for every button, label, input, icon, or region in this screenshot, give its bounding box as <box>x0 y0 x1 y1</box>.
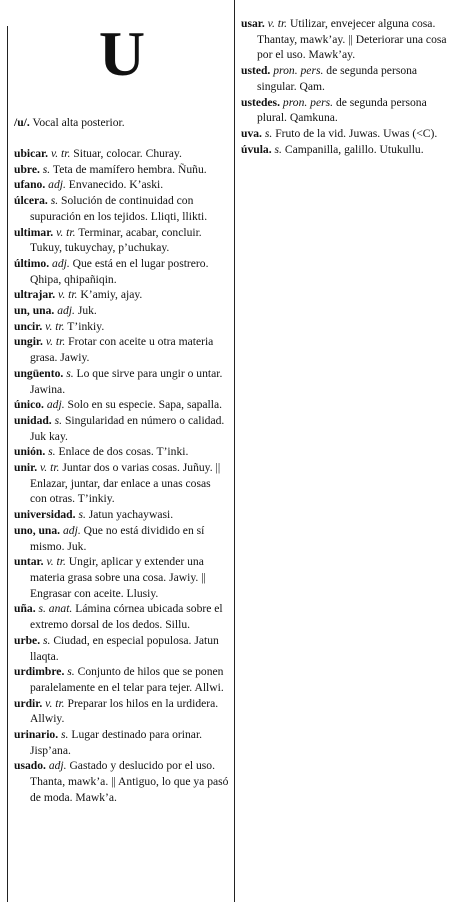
dictionary-entry <box>14 523 230 554</box>
dictionary-entry <box>14 727 230 758</box>
entry-definition: Juk. <box>77 304 97 318</box>
entry-headword: ungüento. <box>14 366 64 380</box>
entry-grammar: adj. <box>46 398 65 412</box>
entry-headword: úvula. <box>241 142 272 156</box>
entry-definition: Envanecido. K’aski. <box>68 178 164 192</box>
entry-headword: uno, una. <box>14 523 61 537</box>
entry-grammar: v. tr. <box>46 555 66 569</box>
entry-definition: Lámina córnea ubicada sobre el extremo dorsal de los dedos. Sillu. <box>30 602 223 632</box>
entry-grammar: adj. <box>57 304 75 318</box>
dictionary-entry <box>14 193 230 224</box>
entry-grammar: s. <box>54 413 63 427</box>
entry-definition: Jatun yachaywasi. <box>88 508 174 522</box>
entry-grammar: v. tr. <box>40 461 60 475</box>
dictionary-entry <box>14 696 230 727</box>
right-column-entries <box>241 16 453 157</box>
entry-grammar: adj. <box>63 523 81 537</box>
entry-grammar: v. tr. <box>45 335 66 349</box>
entry-headword: urdir. <box>14 696 43 710</box>
dictionary-entry <box>14 225 230 256</box>
dictionary-entry <box>14 601 230 632</box>
dictionary-entry <box>241 126 453 142</box>
entry-headword: unión. <box>14 445 46 459</box>
entry-grammar: v. tr. <box>58 288 78 302</box>
entry-grammar: s. <box>48 445 56 459</box>
dictionary-entry <box>14 256 230 287</box>
entry-definition: de segunda persona singular. Qam. <box>257 64 418 93</box>
entry-headword: untar. <box>14 555 44 569</box>
entry-definition: Lugar destinado para orinar. Jisp’ana. <box>30 728 203 757</box>
entry-grammar: s. <box>42 162 51 176</box>
entry-definition: Que no está dividido en sí mismo. Juk. <box>30 523 205 553</box>
entry-definition: Campanilla, galillo. Utukullu. <box>284 142 424 156</box>
entry-grammar: s. <box>274 142 282 156</box>
left-column-entries <box>14 146 230 806</box>
entry-grammar: s. <box>264 126 273 140</box>
dictionary-entry <box>14 287 230 303</box>
entry-grammar: adj. <box>48 178 66 192</box>
entry-definition: K’amiy, ajay. <box>80 288 143 302</box>
entry-definition: Ungir, aplicar y extender una materia grasa sobre una cosa. Jawiy. || Engrasar con aceite. Llusiy. <box>30 555 206 600</box>
entry-grammar: s. <box>66 366 74 380</box>
entry-headword: uncir. <box>14 319 43 333</box>
entry-headword: universidad. <box>14 508 76 522</box>
entry-grammar: s. <box>78 508 86 522</box>
entry-headword: úlcera. <box>14 194 48 208</box>
dictionary-entry <box>14 177 230 193</box>
entry-headword: uva. <box>241 126 262 140</box>
dictionary-entry <box>14 146 230 162</box>
entry-definition: Que está en el lugar postrero. Qhipa, qhipañiqin. <box>30 256 209 286</box>
dictionary-entry <box>14 554 230 601</box>
entry-definition: Conjunto de hilos que se ponen paralelamente en el telar para tejer. Allwi. <box>30 665 224 694</box>
column-divider-rule <box>234 0 235 902</box>
dictionary-entry <box>14 444 230 460</box>
entry-grammar: s. anat. <box>38 602 73 616</box>
entry-definition: Lo que sirve para ungir o untar. Jawina. <box>30 366 223 396</box>
dictionary-entry <box>14 366 230 397</box>
entry-grammar: v. tr. <box>50 147 71 160</box>
dictionary-entry <box>14 319 230 335</box>
dictionary-entry <box>241 142 453 158</box>
entry-headword: unir. <box>14 461 38 475</box>
entry-definition: Singularidad en número o calidad. Juk kay. <box>30 413 225 443</box>
entry-headword: un, una. <box>14 304 55 318</box>
entry-grammar: adj. <box>52 256 70 270</box>
entry-headword: ultimar. <box>14 225 54 239</box>
entry-definition: Terminar, acabar, concluir. Tukuy, tukuychay, p’uchukay. <box>30 225 202 255</box>
entry-headword: usado. <box>14 759 46 773</box>
entry-grammar: s. <box>43 633 51 647</box>
entry-definition: Preparar los hilos en la urdidera. Allwiy. <box>30 696 219 726</box>
entry-headword: último. <box>14 256 50 270</box>
entry-definition: de segunda persona plural. Qamkuna. <box>257 95 427 125</box>
entry-grammar: pron. pers. <box>282 95 334 109</box>
dictionary-entry <box>14 162 230 178</box>
entry-grammar: v. tr. <box>45 696 65 710</box>
dictionary-entry <box>14 507 230 523</box>
entry-definition: Teta de mamífero hembra. Ñuñu. <box>52 162 207 176</box>
entry-grammar: s. <box>50 194 59 208</box>
entry-headword: unidad. <box>14 413 52 427</box>
entry-headword: ungir. <box>14 335 43 349</box>
intro-definition: Vocal alta posterior. <box>29 116 125 129</box>
entry-headword: ubre. <box>14 162 40 176</box>
section-letter-heading: U <box>98 18 146 89</box>
entry-headword: único. <box>14 398 44 412</box>
dictionary-entry <box>14 397 230 413</box>
entry-headword: urbe. <box>14 633 41 647</box>
entry-definition: Solo en su especie. Sapa, sapalla. <box>67 398 223 412</box>
dictionary-entry <box>14 460 230 507</box>
entry-definition: T’inkiy. <box>67 319 105 333</box>
intro-headword: /u/. <box>14 116 30 129</box>
dictionary-entry <box>14 758 230 805</box>
entry-headword: ubicar. <box>14 147 49 160</box>
entry-definition: Juntar dos o varias cosas. Juñuy. || Enlazar, juntar, dar enlace a unas cosas con otras. T’inkiy. <box>30 461 221 506</box>
entry-grammar: s. <box>61 728 69 742</box>
dictionary-entry <box>14 633 230 664</box>
entry-definition: Frotar con aceite u otra materia grasa. Jawiy. <box>30 335 214 365</box>
entry-headword: usted. <box>241 64 271 78</box>
entry-grammar: pron. pers. <box>273 64 324 78</box>
entry-definition: Ciudad, en especial populosa. Jatun llaqta. <box>30 633 219 663</box>
entry-definition: Gastado y deslucido por el uso. Thanta, mawk’a. || Antiguo, lo que ya pasó de moda. Mawk’a. <box>30 759 229 804</box>
entry-headword: urdimbre. <box>14 665 65 679</box>
entry-definition: Utilizar, envejecer alguna cosa. Thantay, mawk’ay. || Deteriorar una cosa por el uso. Mawk’ay. <box>257 17 447 62</box>
entry-definition: Enlace de dos cosas. T’inki. <box>58 445 189 459</box>
entry-headword: ustedes. <box>241 95 280 109</box>
entry-headword: ultrajar. <box>14 288 56 302</box>
dictionary-entry <box>241 16 453 63</box>
entry-definition: Solución de continuidad con supuración en los tejidos. Lliqti, llikti. <box>30 194 208 223</box>
dictionary-entry <box>14 413 230 444</box>
entry-definition: Situar, colocar. Churay. <box>73 147 182 160</box>
entry-grammar: s. <box>67 665 75 679</box>
dictionary-entry <box>14 664 230 695</box>
entry-grammar: v. tr. <box>45 319 65 333</box>
entry-headword: urinario. <box>14 728 59 742</box>
entry-definition: Fruto de la vid. Juwas. Uwas (<C). <box>275 126 438 140</box>
dictionary-entry <box>14 334 230 365</box>
entry-grammar: v. tr. <box>267 17 288 30</box>
dictionary-entry <box>241 63 453 94</box>
left-column-rule <box>7 26 8 902</box>
entry-headword: uña. <box>14 602 36 616</box>
entry-grammar: adj. <box>48 759 67 773</box>
entry-headword: usar. <box>241 17 265 30</box>
letter-intro <box>14 115 125 131</box>
dictionary-entry <box>241 95 453 126</box>
entry-grammar: v. tr. <box>56 225 76 239</box>
dictionary-entry <box>14 303 230 319</box>
entry-headword: ufano. <box>14 178 46 192</box>
